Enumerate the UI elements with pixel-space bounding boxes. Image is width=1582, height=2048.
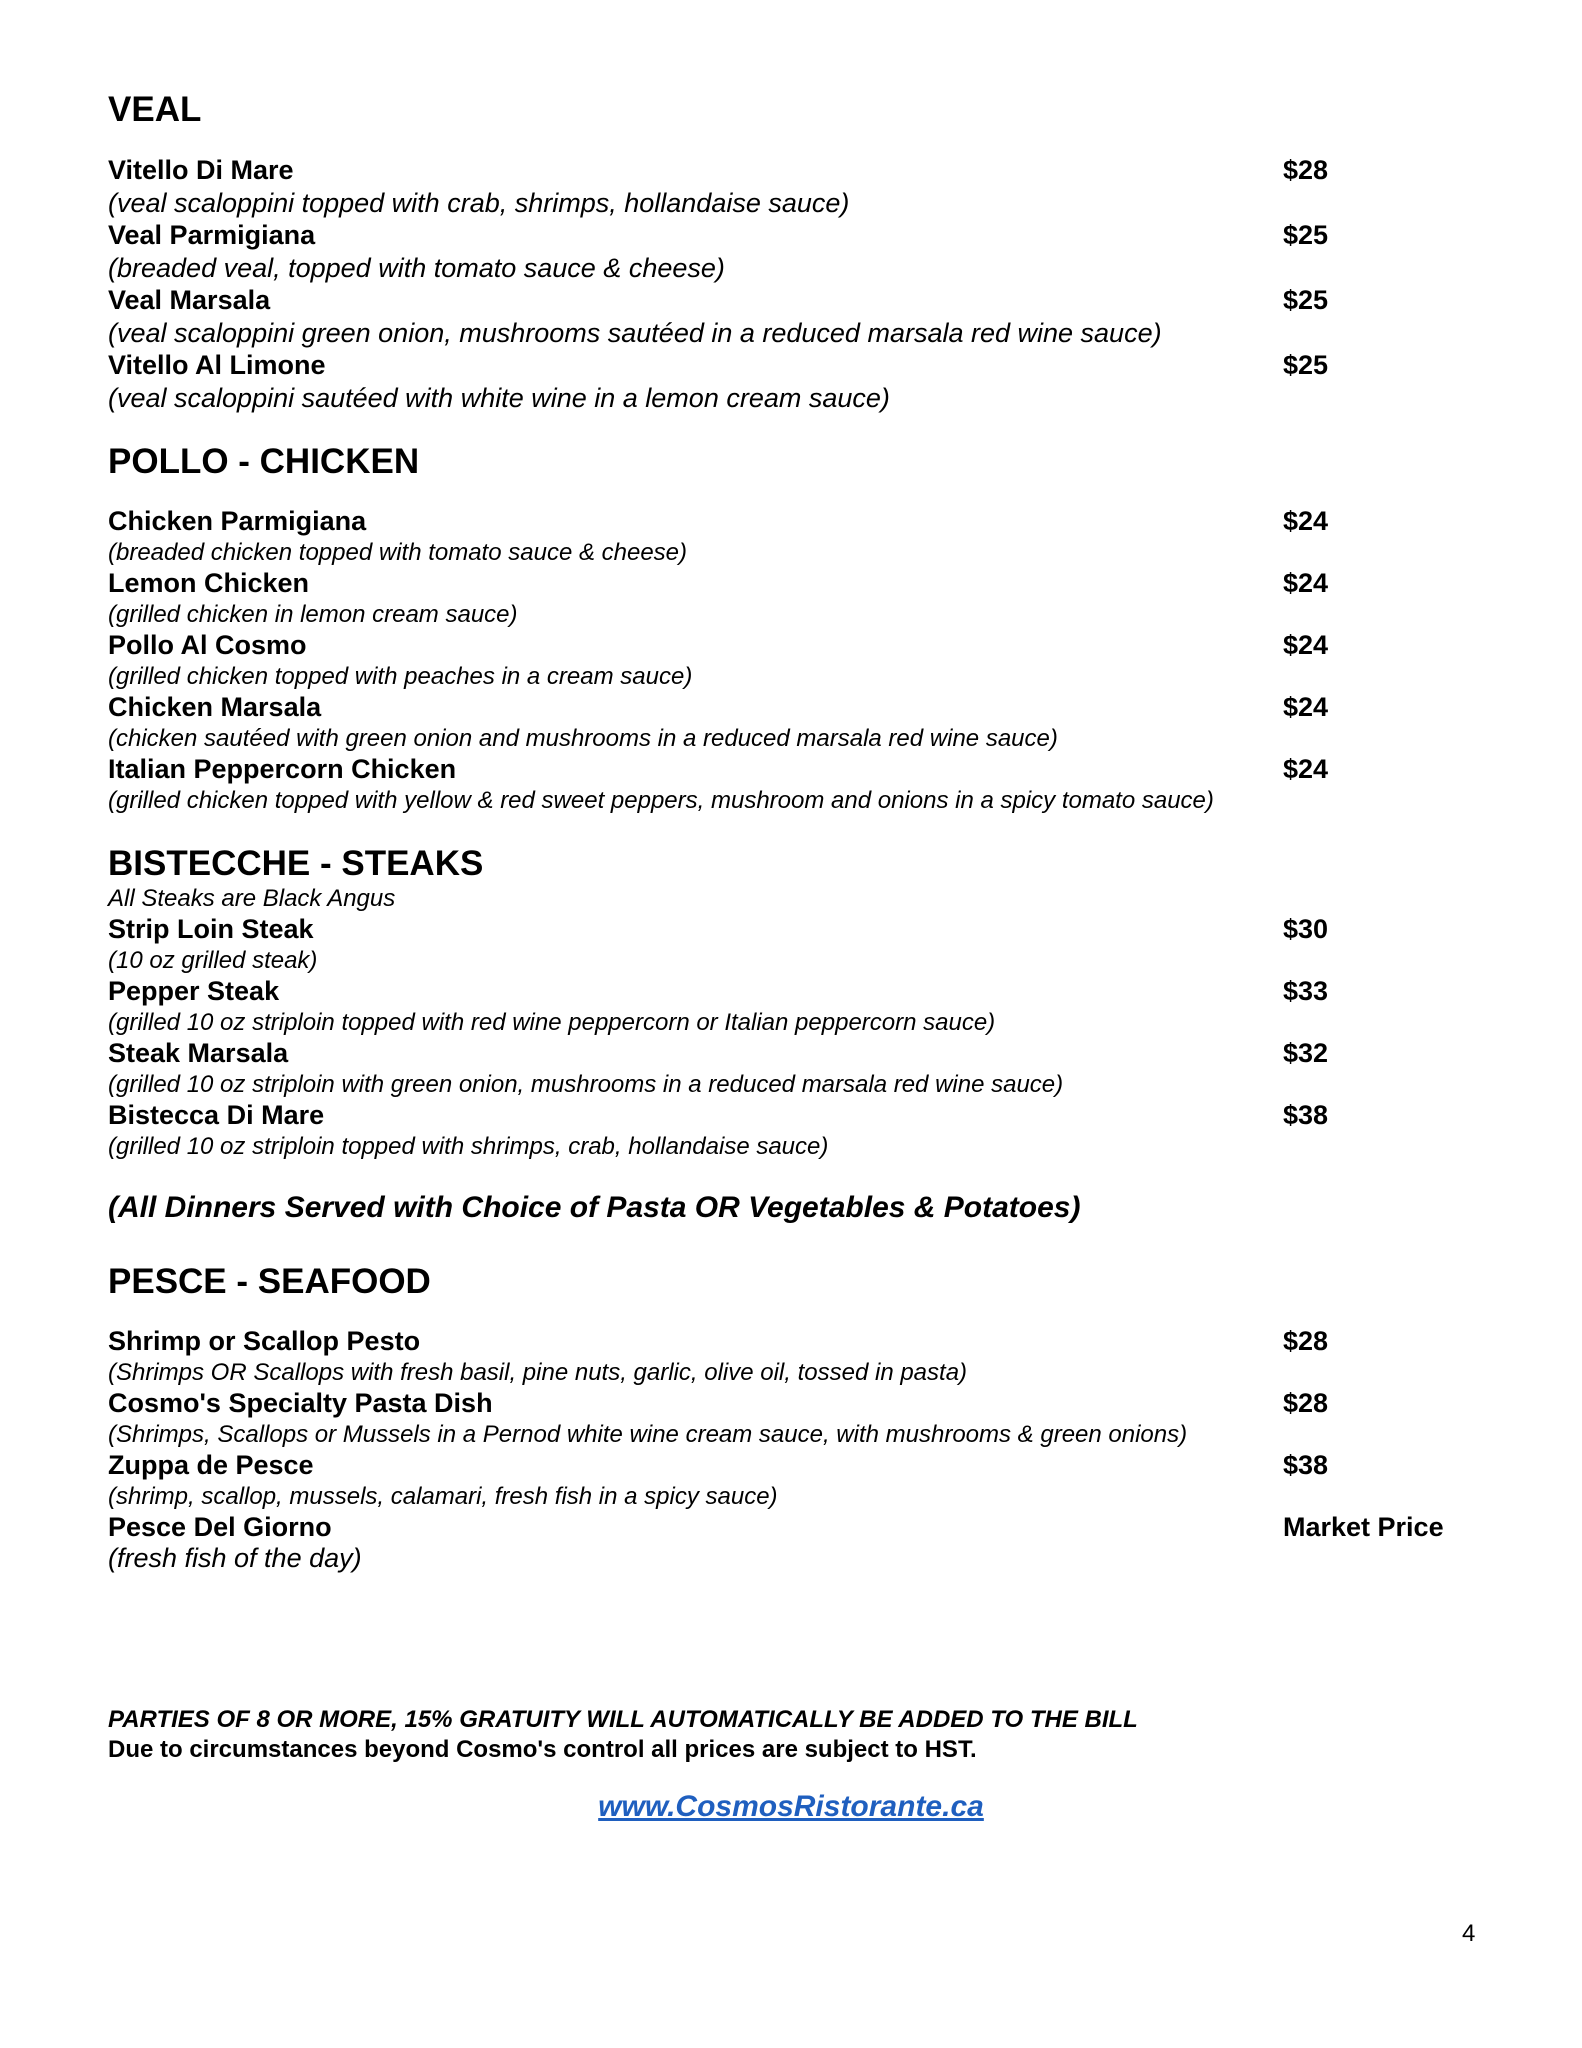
item-price: $38 [1283,1100,1329,1130]
menu-item [108,630,1508,692]
item-price: $25 [1283,220,1329,250]
gratuity-notice: PARTIES OF 8 OR MORE, 15% GRATUITY WILL AUTOMATICALLY BE ADDED TO THE BILL [108,1706,1138,1733]
item-name: Chicken Marsala [108,692,322,722]
item-price: $30 [1283,914,1329,944]
item-description: (Shrimps, Scallops or Mussels in a Pernod white wine cream sauce, with mushrooms & green onions) [108,1421,1188,1448]
item-description: (chicken sautéed with green onion and mushrooms in a reduced marsala red wine sauce) [108,725,1058,752]
section-veal [108,90,1508,414]
item-description: (grilled 10 oz striploin with green onion, mushrooms in a reduced marsala red wine sauce) [108,1071,1064,1098]
item-description: (10 oz grilled steak) [108,947,318,974]
menu-item [108,284,1508,349]
item-name: Vitello Di Mare [108,155,294,185]
item-name: Bistecca Di Mare [108,1100,325,1130]
website-link[interactable]: www.CosmosRistorante.ca [598,1790,984,1823]
item-description: (grilled 10 oz striploin topped with red wine peppercorn or Italian peppercorn sauce) [108,1009,996,1036]
item-name: Chicken Parmigiana [108,506,367,536]
menu-item [108,1100,1508,1162]
item-description: (breaded chicken topped with tomato sauce & cheese) [108,539,688,566]
section-steaks [108,844,1508,1162]
item-description: (breaded veal, topped with tomato sauce & cheese) [108,253,725,283]
section-title-chicken: POLLO - CHICKEN [108,442,420,481]
page-number: 4 [1462,1920,1476,1947]
item-name: Zuppa de Pesce [108,1450,314,1480]
item-name: Pepper Steak [108,976,280,1006]
item-price: $28 [1283,155,1329,185]
item-description: (grilled chicken topped with peaches in a cream sauce) [108,663,693,690]
item-name: Lemon Chicken [108,568,310,598]
item-description: (grilled chicken topped with yellow & red sweet peppers, mushroom and onions in a spicy tomato sauce) [108,787,1214,814]
item-price: $24 [1283,568,1329,598]
section-title-seafood: PESCE - SEAFOOD [108,1262,431,1301]
section-chicken [108,442,1508,816]
item-name: Pesce Del Giorno [108,1512,332,1542]
item-price: $33 [1283,976,1329,1006]
menu-item [108,1388,1508,1450]
item-name: Veal Marsala [108,285,271,315]
item-description: (veal scaloppini topped with crab, shrimps, hollandaise sauce) [108,188,850,218]
item-price: $24 [1283,630,1329,660]
item-price: $24 [1283,506,1329,536]
menu-item [108,1326,1508,1388]
item-name: Pollo Al Cosmo [108,630,307,660]
section-title-steaks: BISTECCHE - STEAKS [108,844,484,883]
menu-item [108,219,1508,284]
dinners-note: (All Dinners Served with Choice of Pasta OR Vegetables & Potatoes) [108,1191,1081,1224]
item-name: Veal Parmigiana [108,220,316,250]
item-price: $38 [1283,1450,1329,1480]
menu-item [108,506,1508,568]
item-description: (shrimp, scallop, mussels, calamari, fresh fish in a spicy sauce) [108,1483,778,1510]
item-price: $24 [1283,692,1329,722]
item-price: $24 [1283,754,1329,784]
section-note: All Steaks are Black Angus [108,885,396,912]
item-price: Market Price [1283,1512,1444,1542]
menu-item [108,754,1508,816]
menu-item [108,976,1508,1038]
item-description: (veal scaloppini green onion, mushrooms sautéed in a reduced marsala red wine sauce) [108,318,1162,348]
menu-item [108,914,1508,976]
item-name: Steak Marsala [108,1038,289,1068]
item-price: $28 [1283,1388,1329,1418]
item-name: Italian Peppercorn Chicken [108,754,457,784]
item-price: $25 [1283,285,1329,315]
item-price: $25 [1283,350,1329,380]
menu-item [108,349,1508,414]
item-price: $32 [1283,1038,1329,1068]
menu-item [108,154,1508,219]
item-name: Strip Loin Steak [108,914,314,944]
menu-item [108,1450,1508,1512]
item-name: Vitello Al Limone [108,350,326,380]
menu-item [108,568,1508,630]
section-seafood [108,1262,1508,1574]
menu-page [108,90,1508,1574]
item-price: $28 [1283,1326,1329,1356]
item-description: (Shrimps OR Scallops with fresh basil, pine nuts, garlic, olive oil, tossed in pasta) [108,1359,968,1386]
footer [108,1705,1408,1765]
item-description: (veal scaloppini sautéed with white wine in a lemon cream sauce) [108,383,890,413]
item-description: (fresh fish of the day) [108,1543,362,1573]
item-name: Shrimp or Scallop Pesto [108,1326,421,1356]
item-description: (grilled chicken in lemon cream sauce) [108,601,518,628]
menu-item [108,1512,1508,1574]
section-title-veal: VEAL [108,90,202,129]
menu-item [108,692,1508,754]
item-description: (grilled 10 oz striploin topped with shrimps, crab, hollandaise sauce) [108,1133,829,1160]
menu-item [108,1038,1508,1100]
tax-notice: Due to circumstances beyond Cosmo's control all prices are subject to HST. [108,1736,977,1763]
item-name: Cosmo's Specialty Pasta Dish [108,1388,493,1418]
